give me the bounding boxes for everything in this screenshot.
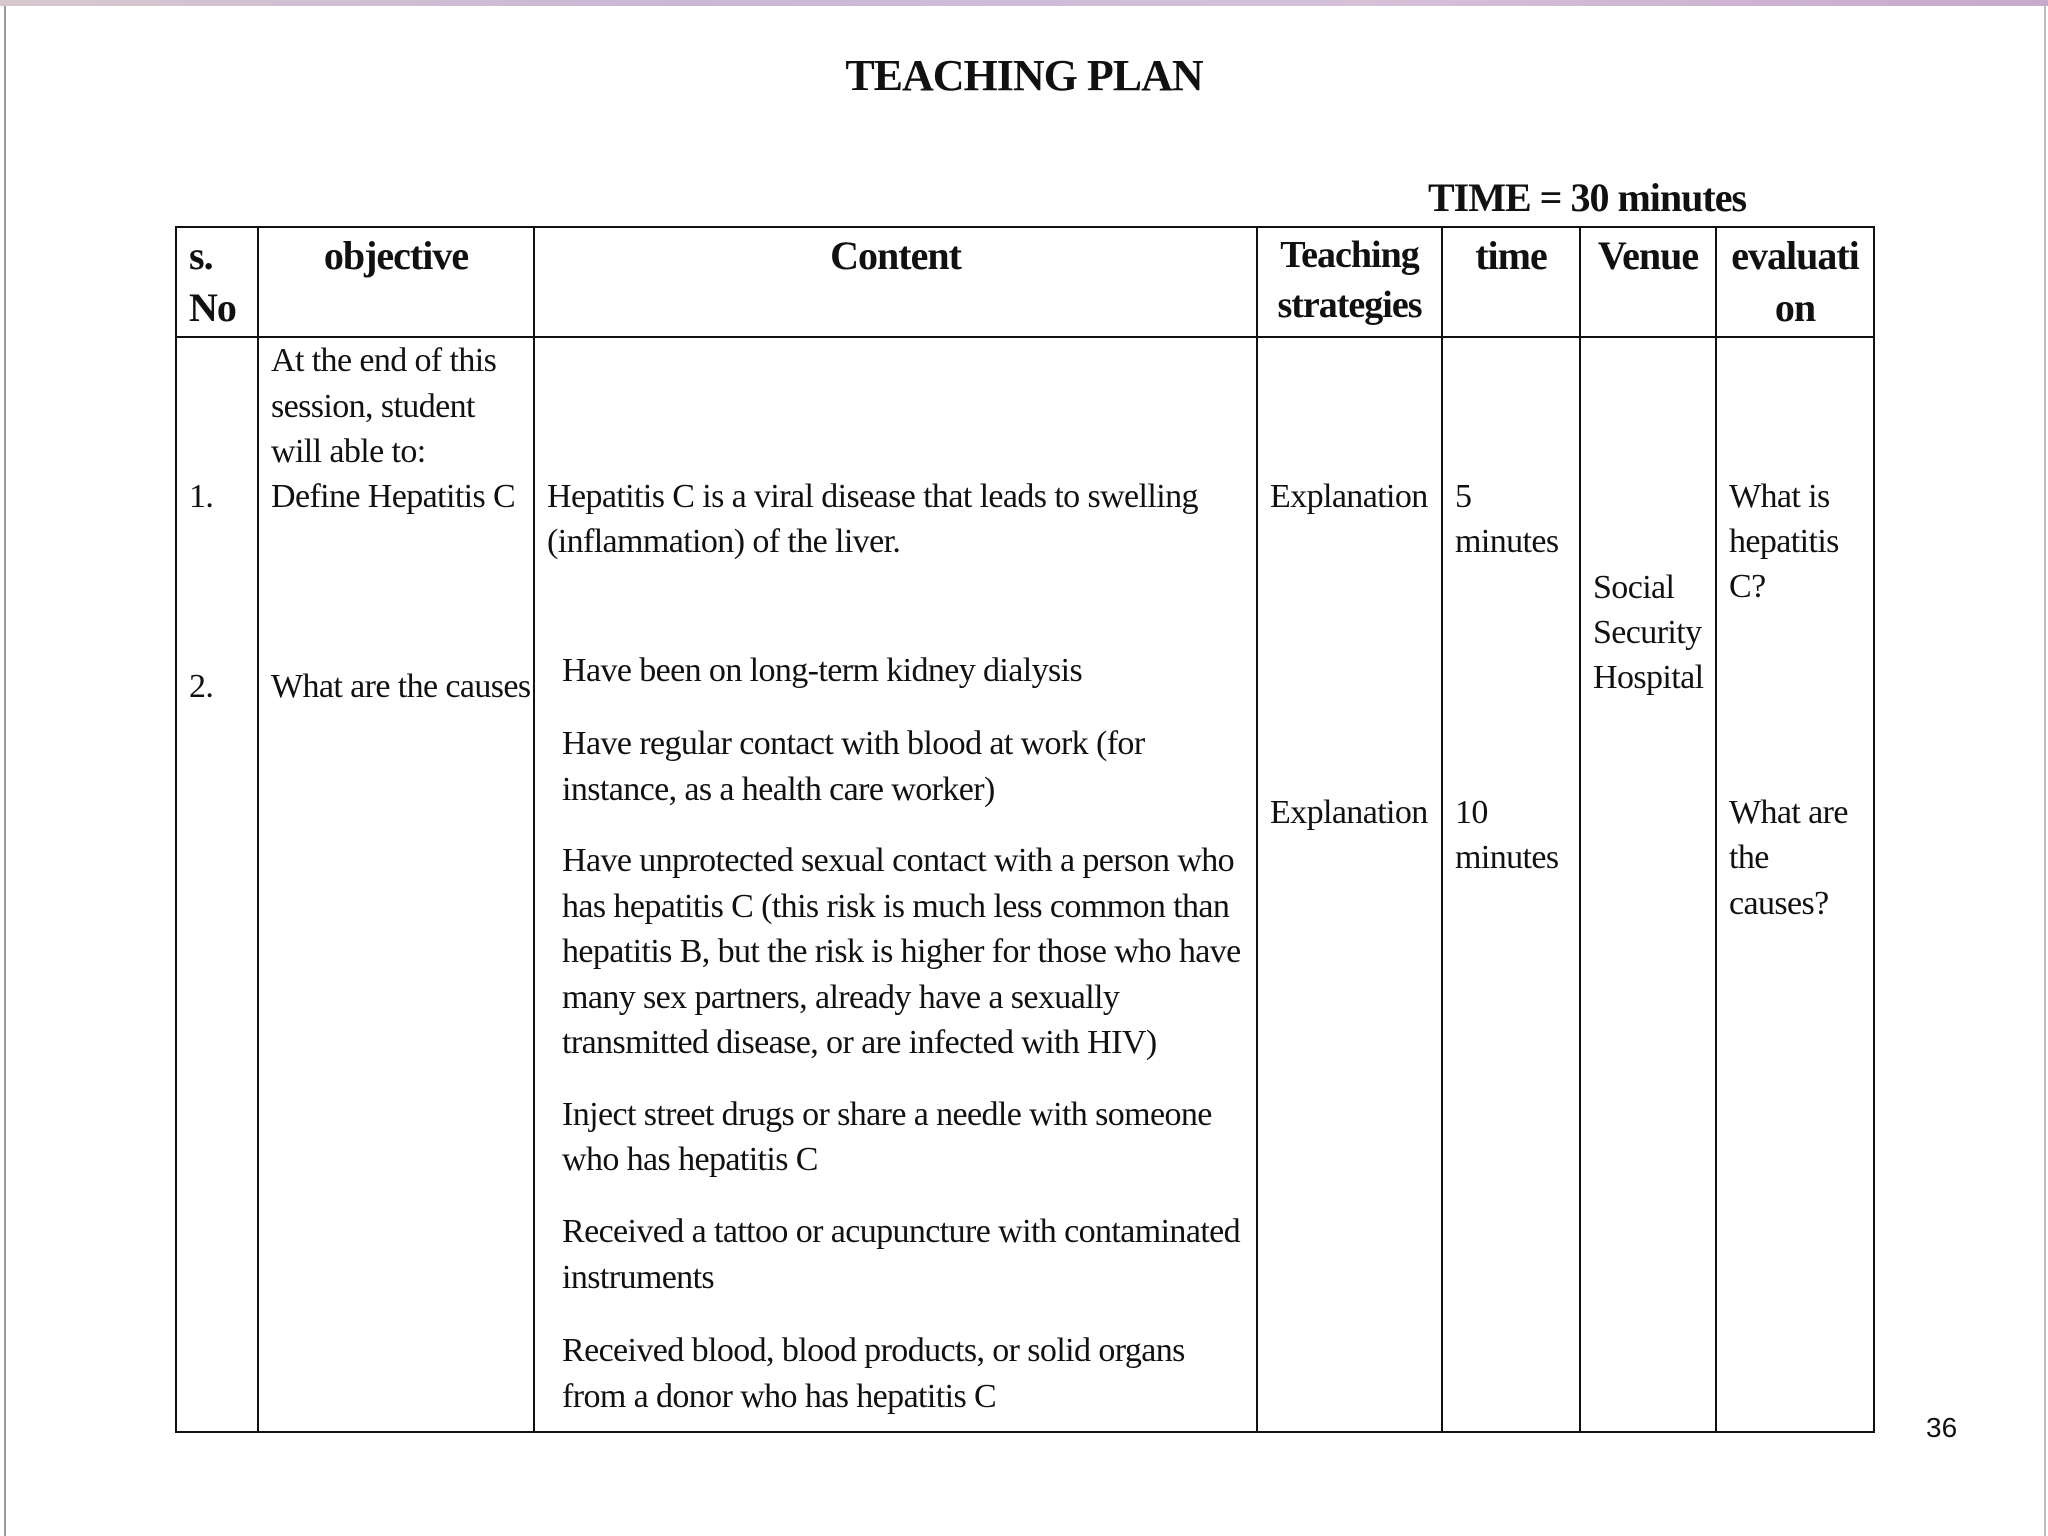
row1-sno: 1. bbox=[189, 478, 214, 515]
row2-objective: What are the causes bbox=[271, 668, 531, 705]
cause-item-2-line2: instance, as a health care worker) bbox=[562, 771, 995, 808]
cause-item-4-line2: who has hepatitis C bbox=[562, 1141, 818, 1178]
content-cell bbox=[534, 337, 1257, 1432]
header-evaluation-line1: evaluati bbox=[1731, 233, 1859, 278]
intro-objective-line2: session, student bbox=[271, 388, 475, 425]
row2-evaluation-line2: the bbox=[1729, 839, 1769, 876]
row1-time-unit: minutes bbox=[1455, 523, 1559, 560]
strategies-cell bbox=[1257, 337, 1442, 1432]
header-evaluation-line2: on bbox=[1774, 285, 1816, 330]
time-cell bbox=[1442, 337, 1580, 1432]
objective-cell bbox=[258, 337, 534, 1432]
row2-time-unit: minutes bbox=[1455, 839, 1559, 876]
row2-sno: 2. bbox=[189, 668, 214, 705]
total-time-label: TIME = 30 minutes bbox=[1428, 175, 1747, 220]
row1-strategy: Explanation bbox=[1270, 478, 1428, 515]
header-evaluation bbox=[1716, 227, 1874, 337]
row1-content-line2: (inflammation) of the liver. bbox=[547, 523, 901, 560]
intro-objective-line3: will able to: bbox=[271, 433, 426, 470]
row1-evaluation-line1: What is bbox=[1729, 478, 1830, 515]
cause-item-5-line2: instruments bbox=[562, 1259, 715, 1296]
right-page-edge bbox=[2044, 6, 2046, 1536]
page-title: TEACHING PLAN bbox=[845, 51, 1203, 100]
header-strategies-line1: Teaching bbox=[1280, 234, 1419, 276]
venue-line3: Hospital bbox=[1593, 659, 1704, 696]
top-decorative-strip bbox=[0, 0, 2048, 6]
cause-item-4-line1: Inject street drugs or share a needle with someone bbox=[562, 1096, 1212, 1133]
evaluation-cell bbox=[1716, 337, 1874, 1432]
venue-line2: Security bbox=[1593, 614, 1702, 651]
row1-content-line1: Hepatitis C is a viral disease that leads to swelling bbox=[547, 478, 1198, 515]
cause-item-6-line1: Received blood, blood products, or solid organs bbox=[562, 1332, 1185, 1369]
teaching-plan-table bbox=[175, 226, 1875, 1433]
cause-item-3-line3: hepatitis B, but the risk is higher for those who have bbox=[562, 933, 1241, 970]
page-number: 36 bbox=[1926, 1412, 1958, 1443]
row2-strategy: Explanation bbox=[1270, 794, 1428, 831]
venue-line1: Social bbox=[1593, 569, 1675, 606]
row2-evaluation-line1: What are bbox=[1729, 794, 1848, 831]
header-strategies-line2: strategies bbox=[1277, 284, 1422, 326]
cause-item-6-line2: from a donor who has hepatitis C bbox=[562, 1378, 997, 1415]
header-time: time bbox=[1442, 227, 1580, 337]
venue-cell bbox=[1580, 337, 1716, 1432]
header-teaching-strategies bbox=[1257, 227, 1442, 337]
header-sno-line1: s. bbox=[189, 233, 213, 278]
row1-time-value: 5 bbox=[1455, 478, 1472, 515]
cause-item-5-line1: Received a tattoo or acupuncture with contaminated bbox=[562, 1213, 1241, 1250]
cause-item-1-line1: Have been on long-term kidney dialysis bbox=[562, 652, 1083, 689]
cause-item-3-line1: Have unprotected sexual contact with a person who bbox=[562, 842, 1235, 879]
header-sno bbox=[176, 227, 258, 337]
cause-item-3-line4: many sex partners, already have a sexually bbox=[562, 979, 1120, 1016]
left-page-edge bbox=[4, 6, 6, 1536]
row1-evaluation-line2: hepatitis bbox=[1729, 523, 1839, 560]
header-objective: objective bbox=[258, 227, 534, 337]
table-body-row bbox=[176, 337, 1874, 1432]
cause-item-3-line5: transmitted disease, or are infected with HIV) bbox=[562, 1024, 1157, 1061]
header-sno-line2: No bbox=[189, 285, 236, 330]
cause-item-2-line1: Have regular contact with blood at work (for bbox=[562, 725, 1145, 762]
header-content: Content bbox=[534, 227, 1257, 337]
table-header-row bbox=[176, 227, 1874, 337]
sno-cell bbox=[176, 337, 258, 1432]
header-venue: Venue bbox=[1580, 227, 1716, 337]
row1-evaluation-line3: C? bbox=[1729, 568, 1766, 605]
row2-time-value: 10 bbox=[1455, 794, 1488, 831]
row2-evaluation-line3: causes? bbox=[1729, 885, 1829, 922]
row1-objective: Define Hepatitis C bbox=[271, 478, 516, 515]
intro-objective-line1: At the end of this bbox=[271, 342, 497, 379]
cause-item-3-line2: has hepatitis C (this risk is much less common than bbox=[562, 888, 1230, 925]
